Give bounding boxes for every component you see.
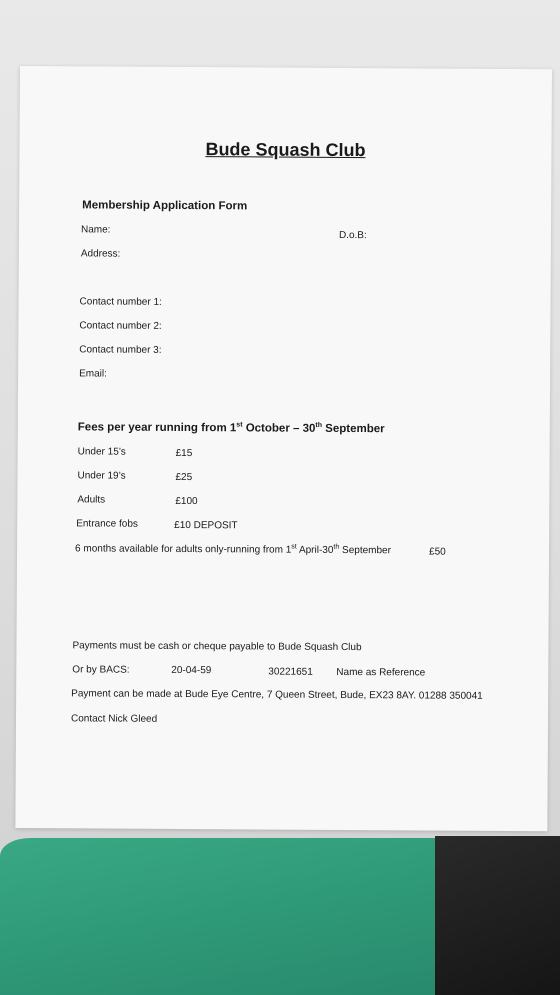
- fee-label-under19: Under 19’s: [77, 470, 126, 482]
- sort-code: 20-04-59: [171, 664, 212, 677]
- contact-1-label: Contact number 1:: [79, 296, 162, 308]
- address-label: Address:: [80, 248, 121, 260]
- fees-heading: Fees per year running from 1st October – 30th September: [77, 421, 385, 436]
- contact-2-label: Contact number 2:: [79, 320, 162, 332]
- bacs-label: Or by BACS:: [72, 664, 130, 676]
- payment-location: Payment can be made at Bude Eye Centre, 7 Queen Street, Bude, EX23 8AY. 01288 350041: [71, 688, 483, 702]
- contact-3-label: Contact number 3:: [79, 344, 162, 356]
- fee-value-under15: £15: [175, 447, 193, 460]
- fee-value-fobs: £10 DEPOSIT: [174, 519, 238, 532]
- email-label: Email:: [79, 368, 107, 380]
- fee-value-under19: £25: [175, 471, 193, 484]
- fee-label-fobs: Entrance fobs: [76, 518, 138, 530]
- fee-label-adults: Adults: [77, 494, 106, 506]
- payment-methods: Payments must be cash or cheque payable to Bude Squash Club: [72, 640, 362, 654]
- dob-label: D.o.B:: [338, 229, 367, 242]
- payment-reference: Name as Reference: [336, 666, 426, 679]
- six-month-value: £50: [429, 546, 446, 558]
- document-title: Bude Squash Club: [205, 139, 366, 161]
- contact-person: Contact Nick Gleed: [70, 713, 158, 725]
- six-month-note: 6 months available for adults only-running from 1st April-30th September: [75, 543, 392, 557]
- account-number: 30221651: [268, 666, 313, 678]
- fee-label-under15: Under 15’s: [77, 446, 126, 458]
- name-label: Name:: [80, 224, 111, 236]
- dark-fabric: [435, 836, 560, 995]
- form-subtitle: Membership Application Form: [82, 199, 248, 213]
- fee-value-adults: £100: [175, 495, 198, 508]
- paper-sheet: [15, 66, 552, 831]
